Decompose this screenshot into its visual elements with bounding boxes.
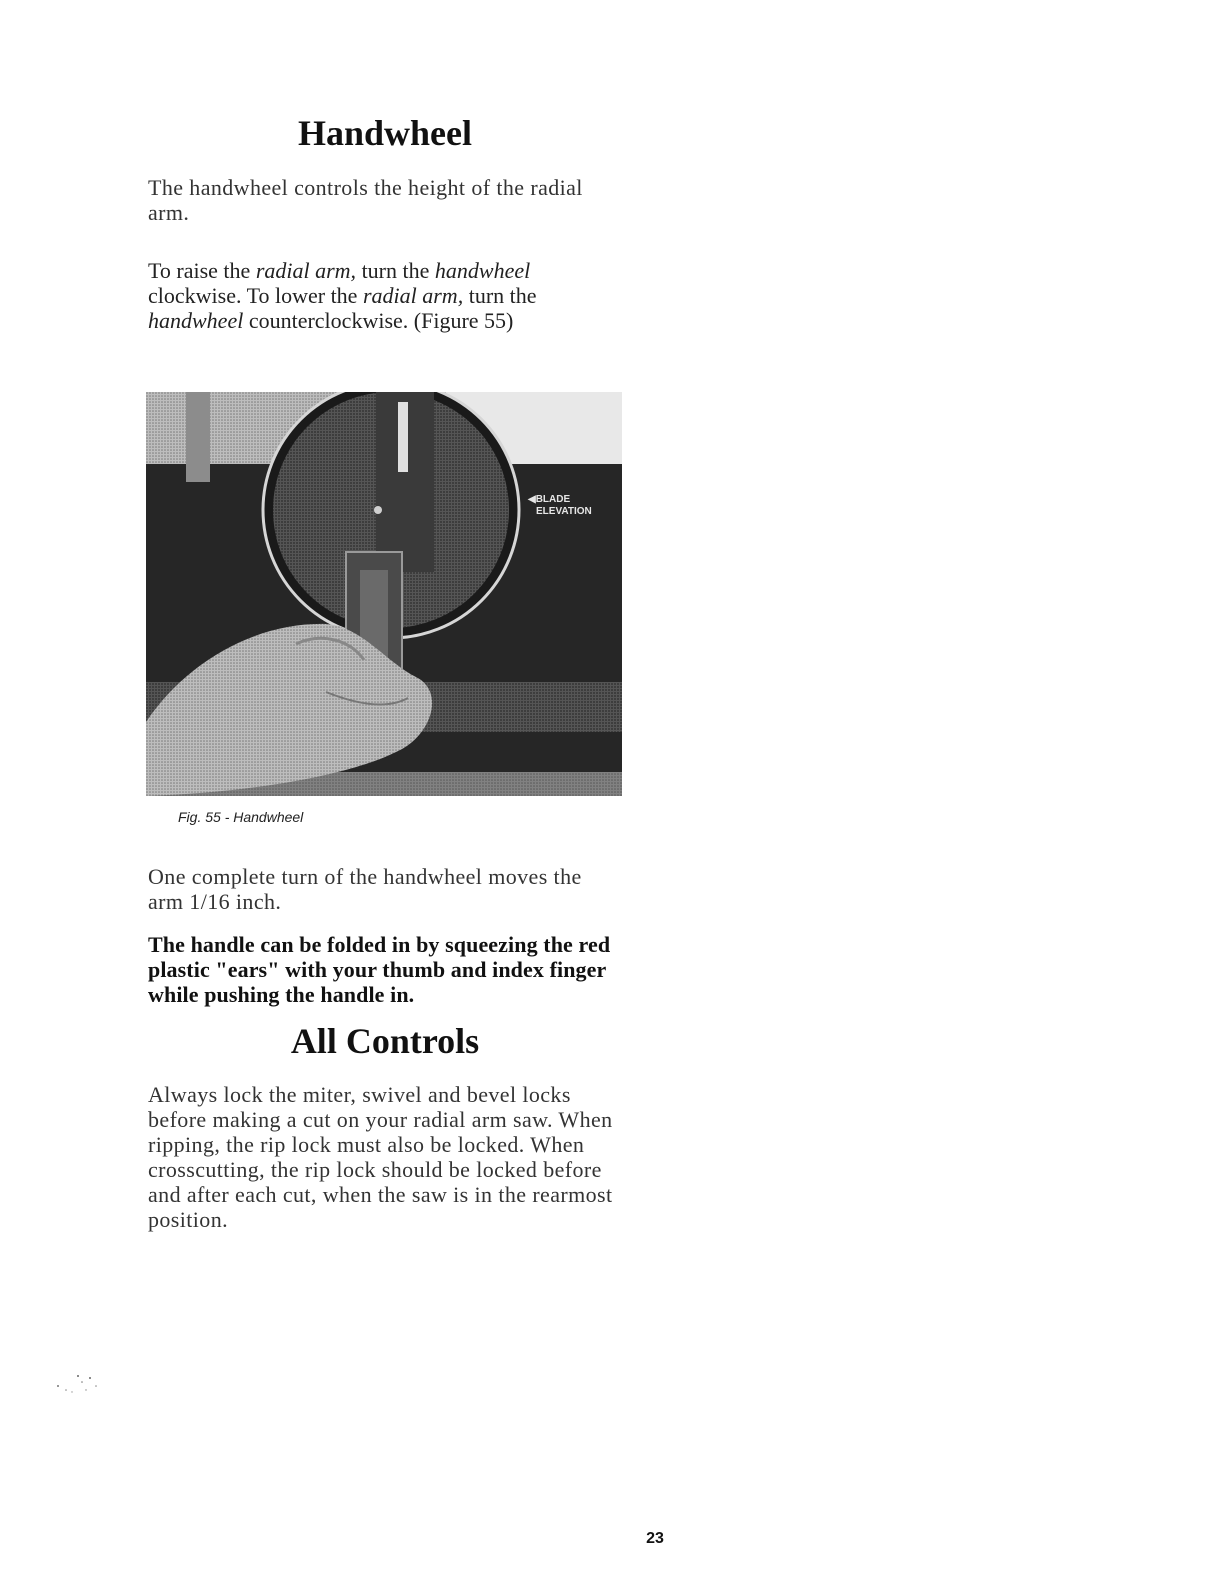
scan-specks xyxy=(52,1368,112,1398)
text-run: counterclockwise. (Figure 55) xyxy=(243,308,514,333)
text-run: To raise the xyxy=(148,258,256,283)
figure-caption: Fig. 55 - Handwheel xyxy=(178,809,304,825)
section-title-handwheel: Handwheel xyxy=(297,113,473,153)
handwheel-photo xyxy=(146,392,622,796)
text-run: clockwise. To lower the xyxy=(148,283,363,308)
emphasis-text: radial arm, xyxy=(255,258,357,283)
emphasis-text: handwheel xyxy=(434,258,531,283)
emphasis-text: radial arm, xyxy=(362,283,464,308)
emphasis-text: handwheel xyxy=(148,308,244,333)
turn-info-paragraph: One complete turn of the handwheel moves the arm 1/16 inch. xyxy=(148,864,582,914)
section-title-all-controls: All Controls xyxy=(290,1021,480,1061)
fold-handle-paragraph: The handle can be folded in by squeezing the red plastic "ears" with your thumb and index finger while pushing the handle in. xyxy=(148,932,611,1007)
intro-paragraph: The handwheel controls the height of the radial arm. xyxy=(148,175,583,225)
text-run: turn the xyxy=(463,283,537,308)
page-number: 23 xyxy=(646,1530,664,1547)
text-run: turn the xyxy=(356,258,435,283)
lock-instructions-paragraph: Always lock the miter, swivel and bevel locks before making a cut on your radial arm saw. When ripping, the rip lock must also be locked. When crosscutting, the rip lock should be locked before and after each cut, when the saw is in the rearmost position. xyxy=(148,1082,613,1232)
instruction-paragraph xyxy=(148,258,618,333)
figure-label-line2: ELEVATION xyxy=(536,506,592,517)
figure-label-line1: ◀BLADE xyxy=(528,494,571,505)
